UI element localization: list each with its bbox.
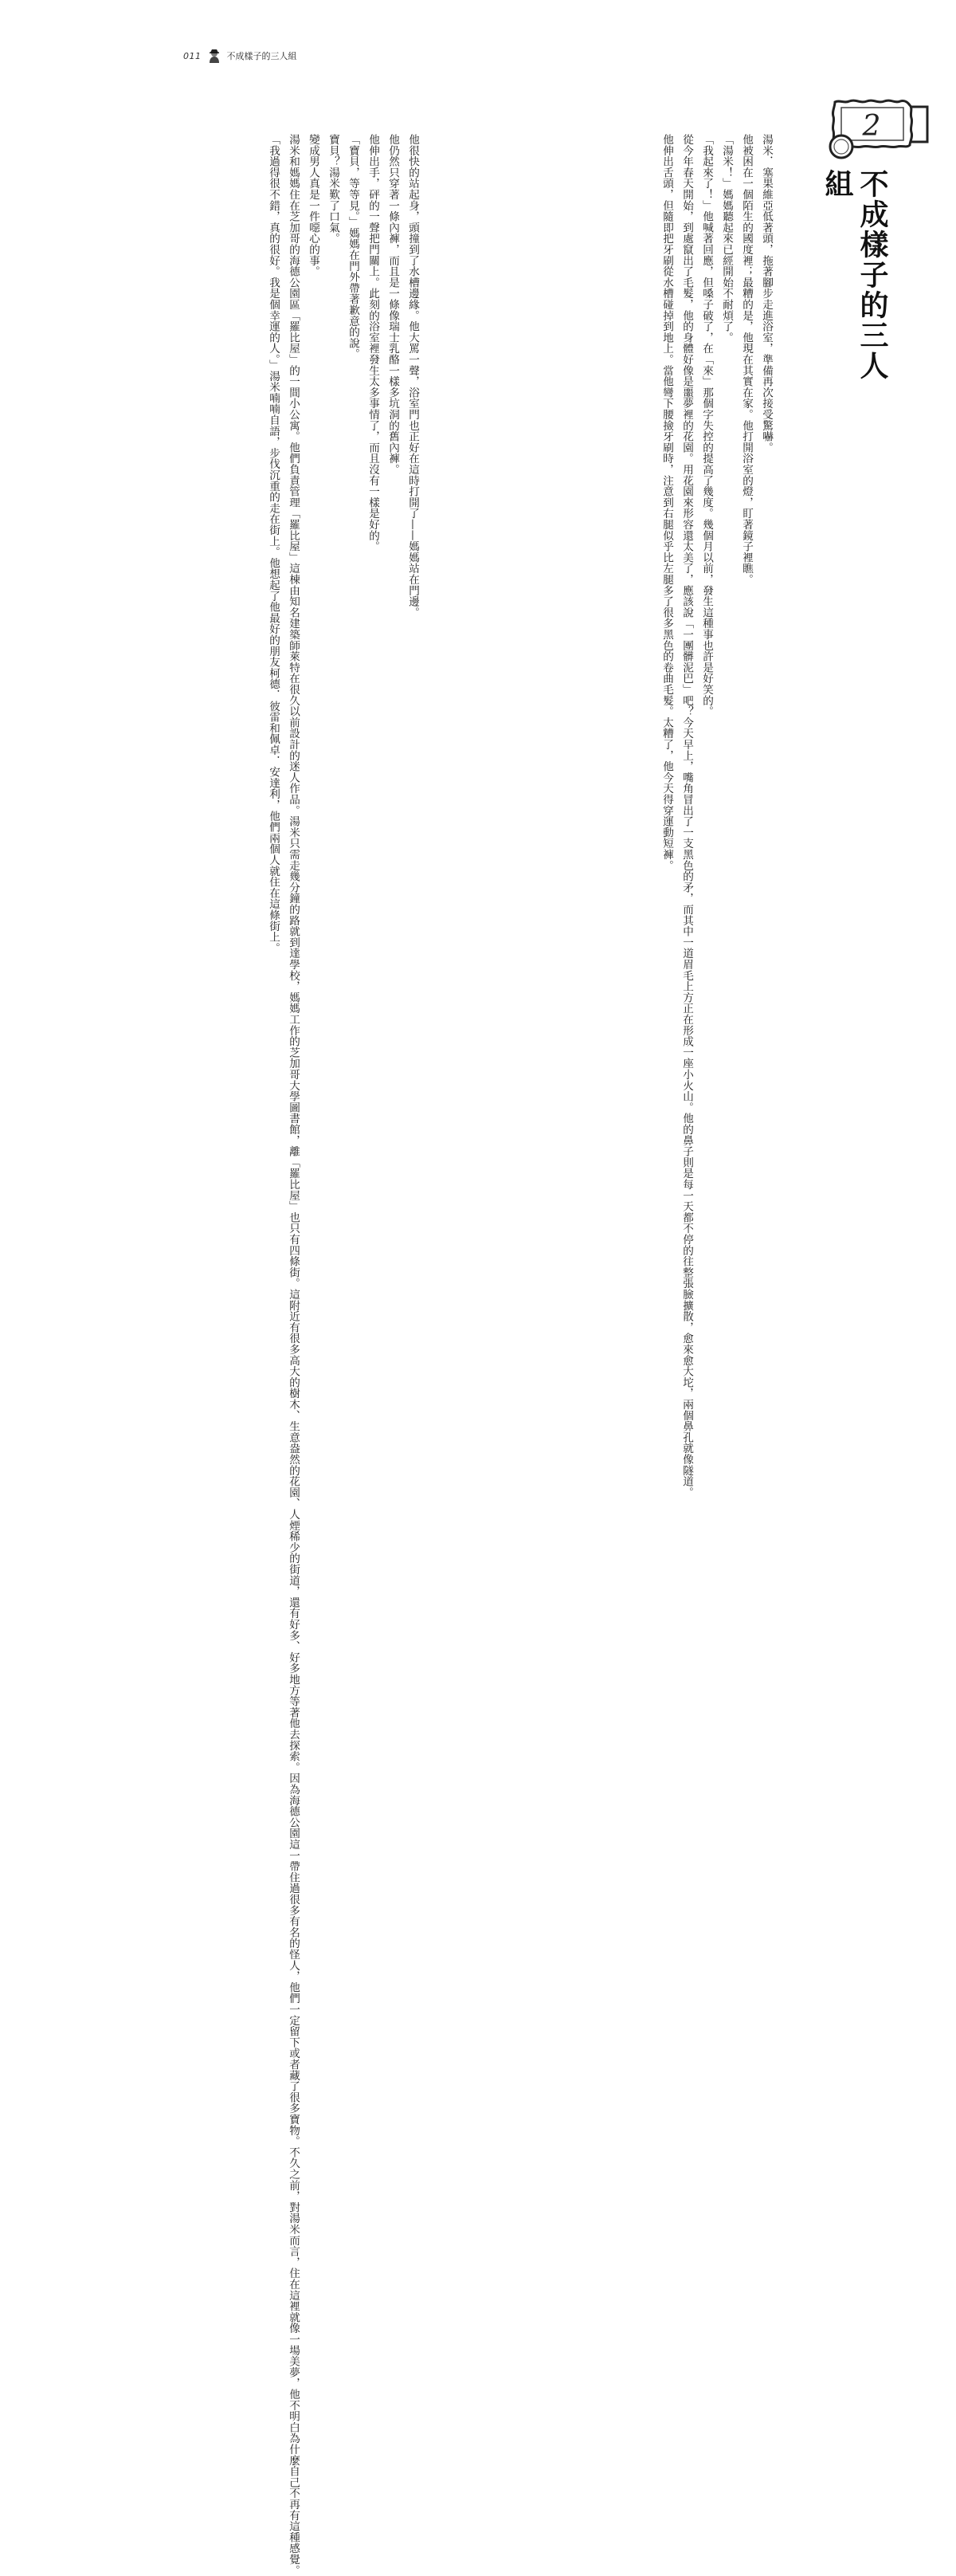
chapter-number: 2: [862, 110, 881, 143]
right-page-text: [545, 134, 776, 1498]
paragraph: 寶貝？湯米歎了口氣。: [327, 134, 339, 244]
portrait-head-icon: [206, 48, 222, 64]
left-page-text: [72, 134, 422, 2576]
paragraph: 湯米．塞果維亞低著頭，拖著腳步走進浴室，準備再次接受驚嚇。: [760, 134, 773, 454]
paragraph: 他伸出舌頭，但隨即把牙刷從水槽碰掉到地上。當他彎下腰撿牙刷時，注意到右腿似乎比左腿多了很多黑色的卷曲毛髮。太糟了，他今天得穿運動短褲。: [660, 134, 673, 871]
paragraph: 湯米和媽媽住在芝加哥的海德公園區「羅比屋」的一間小公寓。他們負責管理「羅比屋」這棟由知名建築師萊特在很久以前設計的迷人作品。湯米只需走幾分鐘的路就到達學校，媽媽工作的芝加哥大學圖書館，離「羅比屋」也只有四條街。這附近有很多高大的樹木、生意盎然的花園、人煙稀少的街道，還有好多、好多地方等著他去探索。因為海德公園這一帶住過很多有名的怪人，他們一定留下或者藏了很多寶物。不久之前，對湯米而言，住在這裡就像一場美夢，他不明白為什麼自己不再有這種感覺。: [287, 134, 300, 2576]
paragraph: 「我起來了！」他喊著回應，但嗓子破了，在「來」那個字失控的提高了幾度。幾個月以前，發生這種事也許是好笑的。: [700, 134, 713, 717]
paragraph: 他很快的站起身，頭撞到了水槽邊緣。他大罵一聲，浴室門也正好在這時打開了——媽媽站在門邊。: [406, 134, 419, 618]
chapter-title: 不成樣子的三人組: [821, 169, 888, 381]
running-header: [183, 48, 297, 64]
paragraph: 他仍然只穿著一條內褲，而且是一條像瑞士乳酪一樣多坑洞的舊內褲。: [386, 134, 399, 475]
paragraph: 變成男人真是一件噁心的事。: [307, 134, 319, 277]
paragraph: 他伸出手，砰的一聲把門關上。此刻的浴室裡發生太多事情了，而且沒有一樣是好的。: [366, 134, 379, 552]
page-number: 011: [183, 50, 202, 61]
running-header-title: 不成樣子的三人組: [226, 51, 297, 61]
paragraph: 從今年春天開始，到處竄出了毛髮，他的身體好像是噩夢裡的花園。用花園來形容還太美了，應該說「一團髒泥巴」吧？今天早上，嘴角冒出了一支黑色的矛，而其中一道眉毛上方正在形成一座小火山。他的鼻子則是每一天都不停的往整張臉擴散，愈來愈大坨，兩個鼻孔就像隧道。: [680, 134, 693, 1498]
paragraph: 「湯米！」媽媽聽起來已經開始不耐煩了。: [720, 134, 733, 344]
paragraph: 他被困在一個陌生的國度裡；最糟的是，他現在其實在家。他打開浴室的燈，盯著鏡子裡瞧。: [740, 134, 753, 585]
paragraph: 「我過得很不錯，真的很好。我是個幸運的人。」湯米喃喃自語，步伐沉重的走在街上。他想起了他最好的朋友柯德．彼雷和佩卓．安達利，他們兩個人就住在這條街上。: [267, 134, 280, 954]
paragraph: 「寶貝，等等見。」媽媽在門外帶著歉意的說。: [347, 134, 359, 359]
